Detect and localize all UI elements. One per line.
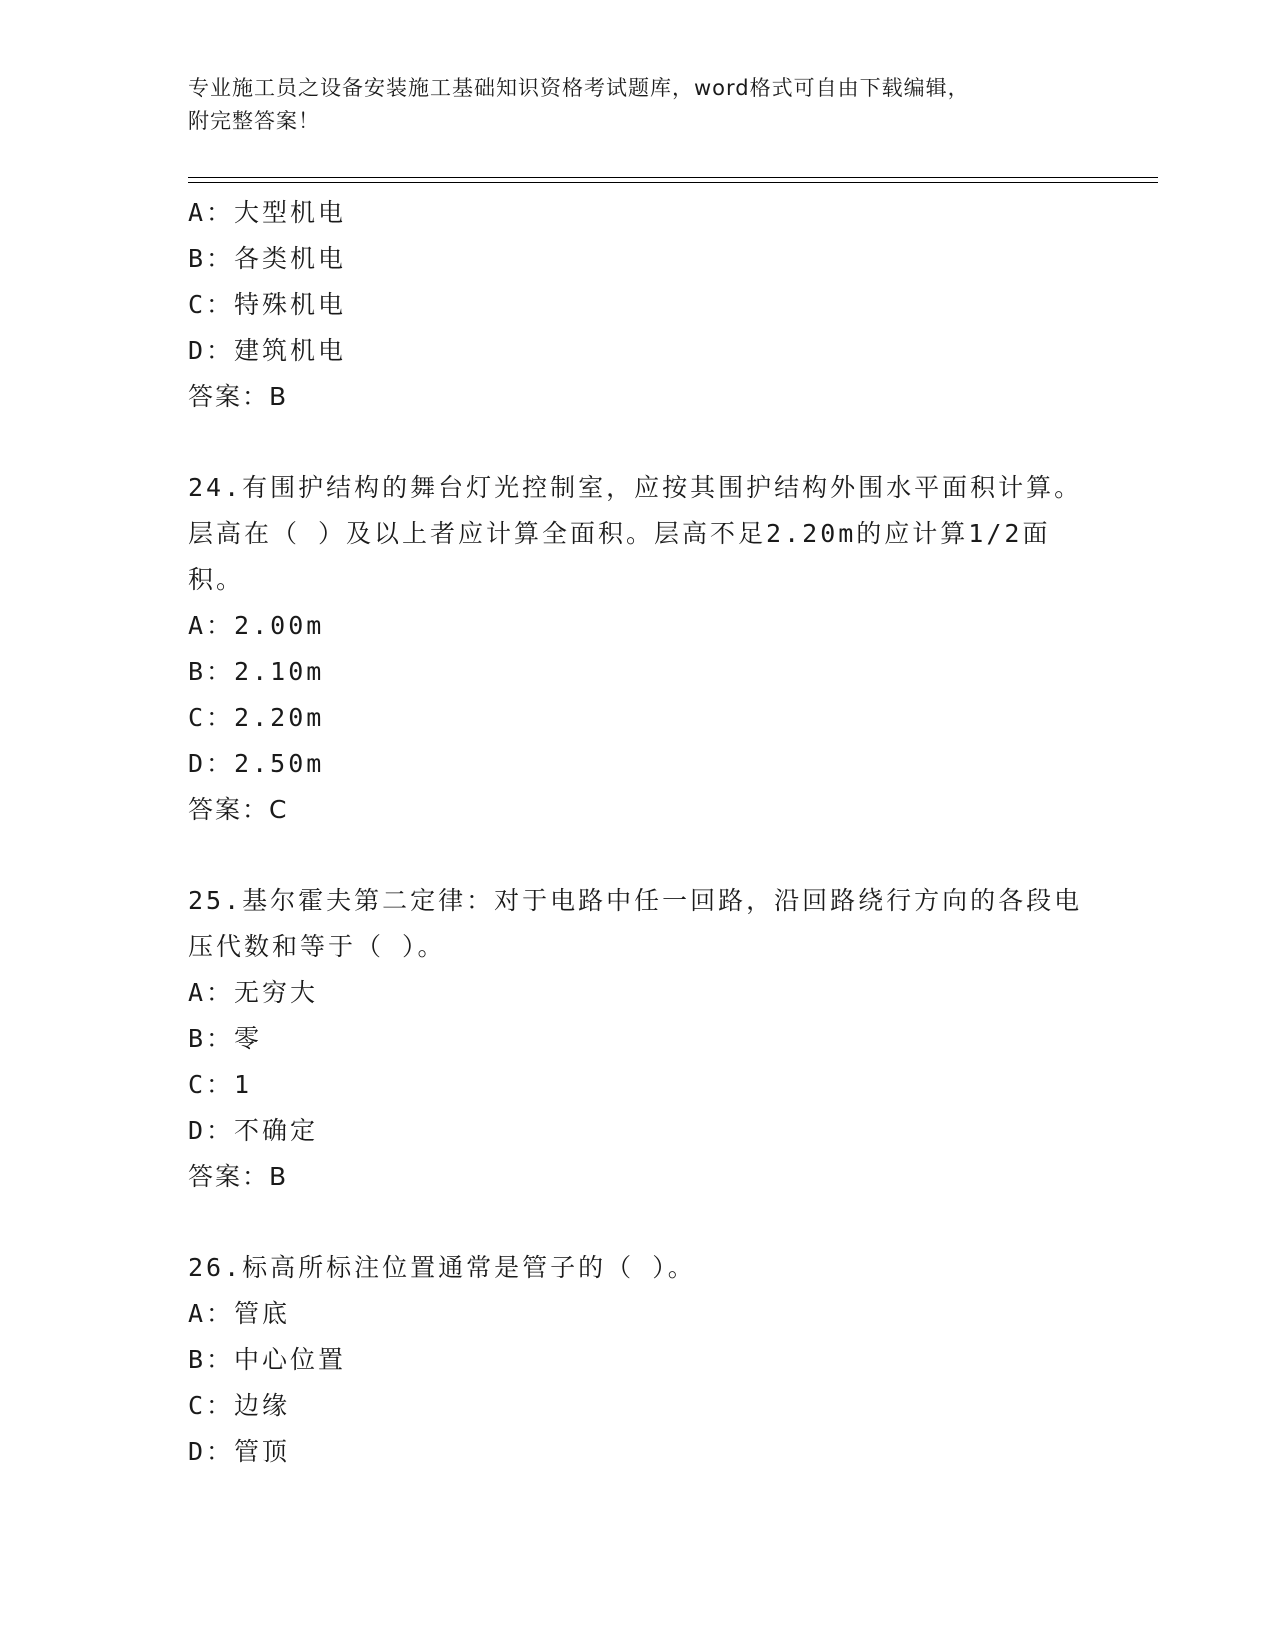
question-list — [188, 190, 1088, 1475]
option-a: A：大型机电 — [188, 198, 347, 227]
option-b: B：2.10m — [188, 657, 325, 686]
question-stem: 25.基尔霍夫第二定律：对于电路中任一回路，沿回路绕行方向的各段电压代数和等于（ ）。 — [188, 886, 1083, 961]
option-c: C：2.20m — [188, 703, 325, 732]
question-stem: 24.有围护结构的舞台灯光控制室，应按其围护结构外围水平面积计算。层高在（ ）及以上者应计算全面积。层高不足2.20m的应计算1/2面积。 — [188, 473, 1083, 594]
answer-line: 答案：B — [188, 382, 289, 411]
option-c: C：1 — [188, 1070, 253, 1099]
header-line-1: 专业施工员之设备安装施工基础知识资格考试题库，word格式可自由下载编辑， — [188, 76, 970, 100]
option-b: B：零 — [188, 1024, 263, 1053]
answer-line: 答案：B — [188, 1162, 289, 1191]
option-d: D：建筑机电 — [188, 336, 347, 365]
question-25 — [188, 878, 1088, 1200]
question-stem: 26.标高所标注位置通常是管子的（ ）。 — [188, 1253, 696, 1282]
answer-line: 答案：C — [188, 795, 289, 824]
option-a: A：无穷大 — [188, 978, 319, 1007]
option-c: C：特殊机电 — [188, 290, 347, 319]
option-b: B：各类机电 — [188, 244, 347, 273]
question-26 — [188, 1245, 1088, 1475]
option-a: A：管底 — [188, 1299, 291, 1328]
question-24 — [188, 465, 1088, 833]
option-d: D：2.50m — [188, 749, 325, 778]
header-line-2: 附完整答案！ — [188, 109, 320, 133]
option-d: D：不确定 — [188, 1116, 319, 1145]
page-header — [188, 72, 1068, 138]
option-b: B：中心位置 — [188, 1345, 347, 1374]
question-23-continued — [188, 190, 1088, 420]
header-divider — [188, 177, 1158, 183]
option-a: A：2.00m — [188, 611, 325, 640]
option-c: C：边缘 — [188, 1391, 291, 1420]
option-d: D：管顶 — [188, 1437, 291, 1466]
